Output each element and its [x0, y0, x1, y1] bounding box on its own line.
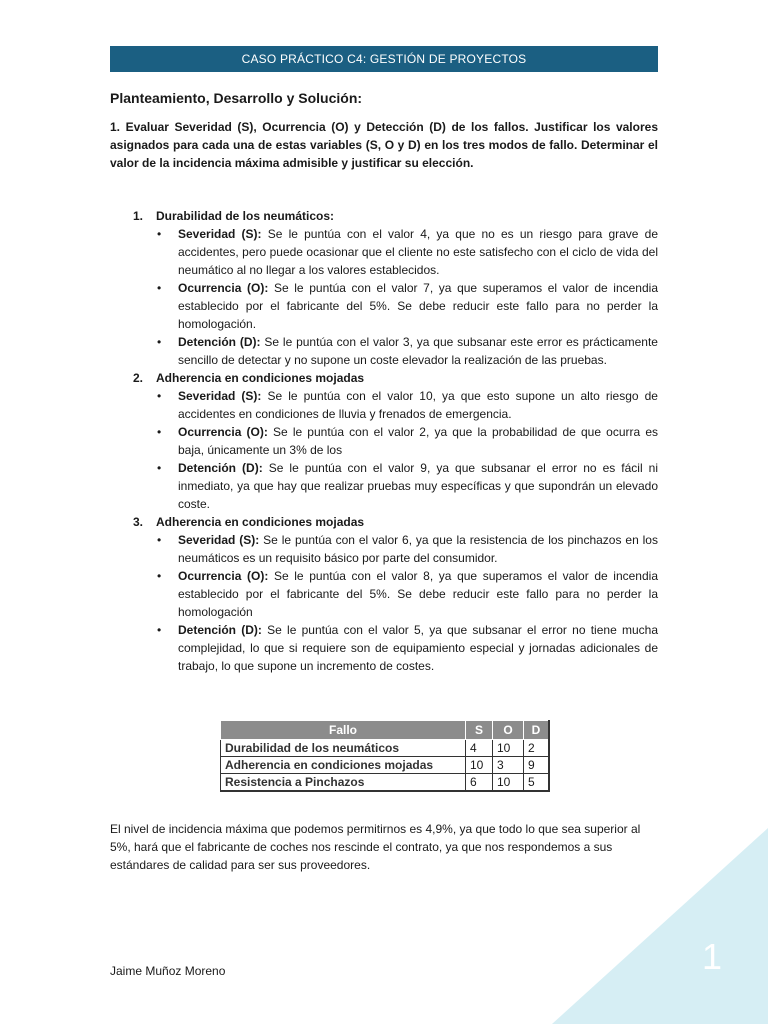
item-title: Adherencia en condiciones mojadas — [156, 371, 365, 385]
bullet-occurrence — [110, 567, 658, 621]
column-header-fallo: Fallo — [221, 721, 466, 740]
cell-d: 2 — [524, 740, 550, 757]
bullet-dot-icon: • — [157, 335, 162, 349]
header-title: CASO PRÁCTICO C4: GESTIÓN DE PROYECTOS — [241, 52, 527, 66]
fmea-table — [220, 720, 550, 792]
cell-o: 10 — [493, 774, 524, 792]
bullet-dot-icon: • — [157, 389, 162, 403]
failure-mode-heading — [110, 369, 658, 387]
bullet-label: Ocurrencia (O): — [178, 425, 268, 439]
bullet-text: Se le puntúa con el valor 4, ya que no es un riesgo para grave de accidentes, pero puede ocasionar que el cliente no este satisfecho con el ciclo de vida del neumático al no llegar a los valores establecidos. — [178, 227, 658, 277]
failure-mode-item — [110, 207, 658, 369]
cell-fallo: Resistencia a Pinchazos — [221, 774, 466, 792]
bullet-text: Se le puntúa con el valor 3, ya que subsanar este error es prácticamente sencillo de detectar y no supone un coste elevador la realización de las pruebas. — [178, 335, 658, 367]
cell-d: 9 — [524, 757, 550, 774]
bullet-detection — [110, 621, 658, 675]
bullet-dot-icon: • — [157, 623, 162, 637]
cell-fallo: Adherencia en condiciones mojadas — [221, 757, 466, 774]
item-title: Adherencia en condiciones mojadas — [156, 515, 365, 529]
cell-s: 4 — [466, 740, 493, 757]
bullet-detection — [110, 333, 658, 369]
page-number: 1 — [701, 936, 722, 977]
bullet-label: Severidad (S): — [178, 533, 260, 547]
column-header-s: S — [466, 721, 493, 740]
cell-o: 3 — [493, 757, 524, 774]
bullet-detection — [110, 459, 658, 513]
bullet-dot-icon: • — [157, 533, 162, 547]
bullet-text: Se le puntúa con el valor 5, ya que subsanar el error no tiene mucha complejidad, lo que si requiere son de equipamiento especial y jornadas adicionales de trabajo, lo que supone un incremento de costes. — [178, 623, 658, 673]
table-row — [221, 757, 550, 774]
conclusion-paragraph: El nivel de incidencia máxima que podemos permitirnos es 4,9%, ya que todo lo que sea superior al 5%, hará que el fabricante de coches nos rescinde el contrato, ya que nos respondemos a sus estándares de calidad para ser sus proveedores. — [110, 822, 641, 872]
failure-mode-heading — [110, 207, 658, 225]
bullet-dot-icon: • — [157, 227, 162, 241]
bullet-severity — [110, 531, 658, 567]
item-title: Durabilidad de los neumáticos: — [156, 209, 335, 223]
bullet-occurrence — [110, 423, 658, 459]
document-header-bar — [110, 46, 658, 72]
corner-decoration — [552, 828, 768, 1024]
bullet-severity — [110, 225, 658, 279]
bullet-label: Detención (D): — [178, 335, 261, 349]
bullet-dot-icon: • — [157, 425, 162, 439]
bullet-label: Detención (D): — [178, 623, 262, 637]
bullet-text: Se le puntúa con el valor 2, ya que la probabilidad de que ocurra es baja, únicamente un 3% de los — [178, 425, 658, 457]
bullet-text: Se le puntúa con el valor 8, ya que superamos el valor de incendia establecido por el fabricante del 5%. Se debe reducir este fallo para no perder la homologación — [178, 569, 658, 619]
item-number: 2. — [133, 371, 144, 385]
bullet-text: Se le puntúa con el valor 6, ya que la resistencia de los pinchazos en los neumáticos es un requisito básico por parte del consumidor. — [178, 533, 658, 565]
question-text: 1. Evaluar Severidad (S), Ocurrencia (O) y Detección (D) de los fallos. Justificar los valores asignados para cada una de estas variables (S, O y D) en los tres modos de fallo. Determinar el valor de la incidencia máxima admisible y justificar su elección. — [110, 120, 658, 170]
cell-fallo: Durabilidad de los neumáticos — [221, 740, 466, 757]
cell-d: 5 — [524, 774, 550, 792]
failure-mode-item — [110, 369, 658, 513]
failure-mode-heading — [110, 513, 658, 531]
bullet-occurrence — [110, 279, 658, 333]
table-row — [221, 774, 550, 792]
cell-s: 6 — [466, 774, 493, 792]
bullet-dot-icon: • — [157, 461, 162, 475]
bullet-label: Severidad (S): — [178, 389, 262, 403]
section-title: Planteamiento, Desarrollo y Solución: — [110, 90, 363, 106]
failure-modes-list — [110, 207, 658, 675]
bullet-label: Ocurrencia (O): — [178, 569, 269, 583]
column-header-o: O — [493, 721, 524, 740]
failure-mode-item — [110, 513, 658, 675]
table-header-row — [221, 721, 550, 740]
bullet-dot-icon: • — [157, 281, 162, 295]
column-header-d: D — [524, 721, 550, 740]
bullet-label: Detención (D): — [178, 461, 263, 475]
bullet-text: Se le puntúa con el valor 10, ya que esto supone un alto riesgo de accidentes en condiciones de lluvia y frenados de emergencia. — [178, 389, 658, 421]
bullet-label: Severidad (S): — [178, 227, 262, 241]
cell-s: 10 — [466, 757, 493, 774]
item-number: 3. — [133, 515, 144, 529]
bullet-label: Ocurrencia (O): — [178, 281, 269, 295]
bullet-dot-icon: • — [157, 569, 162, 583]
table-row — [221, 740, 550, 757]
item-number: 1. — [133, 209, 144, 223]
cell-o: 10 — [493, 740, 524, 757]
footer-author: Jaime Muñoz Moreno — [110, 964, 226, 978]
bullet-severity — [110, 387, 658, 423]
bullet-text: Se le puntúa con el valor 7, ya que superamos el valor de incendia establecido por el fabricante del 5%. Se debe reducir este fallo para no perder la homologación. — [178, 281, 658, 331]
bullet-text: Se le puntúa con el valor 9, ya que subsanar el error no es fácil ni inmediato, ya que hay que realizar pruebas muy específicas y que supondrán un elevado coste. — [178, 461, 658, 511]
